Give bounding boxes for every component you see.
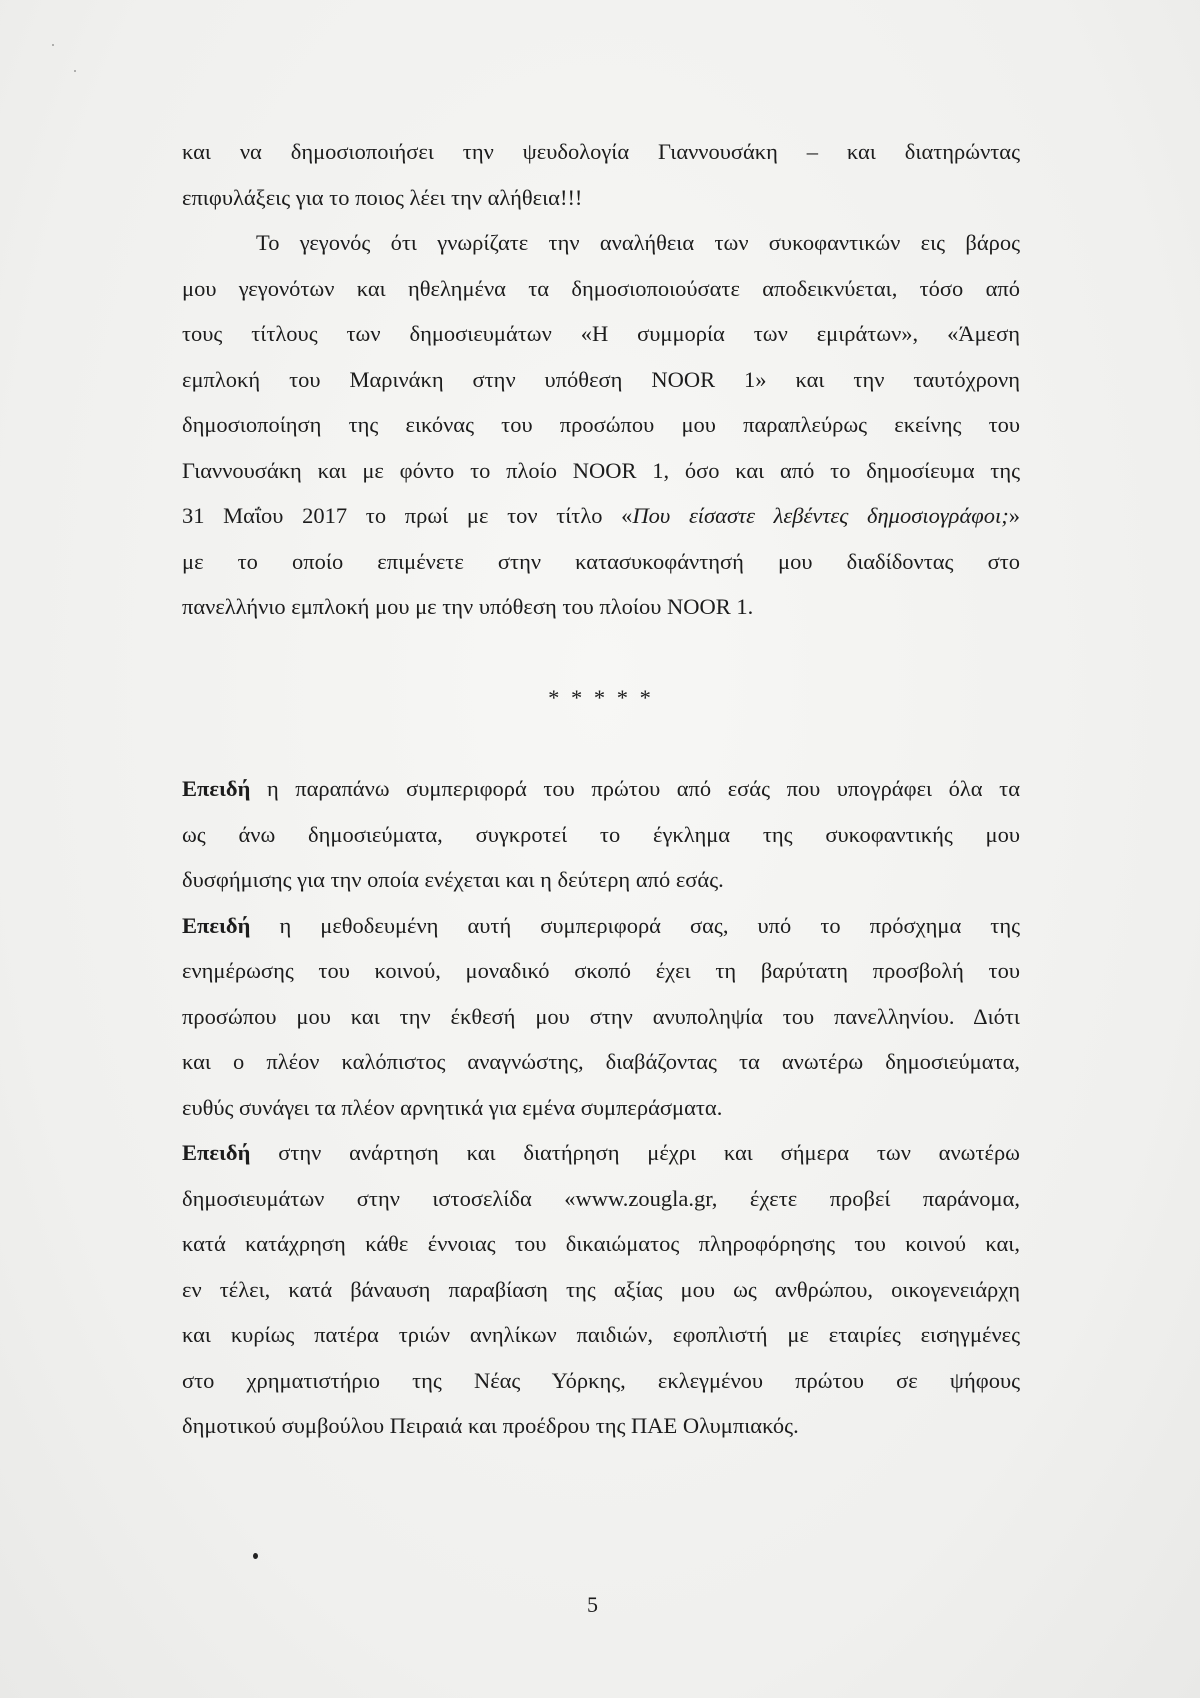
text-line: δημοτικού συμβούλου Πειραιά και προέδρου της ΠΑΕ Ολυμπιακός. [182,1413,799,1438]
text-line: δυσφήμισης για την οποία ενέχεται και η δεύτερη από εσάς. [182,867,724,892]
text-line: ευθύς συνάγει τα πλέον αρνητικά για εμένα συμπεράσματα. [182,1094,723,1120]
text-line-with-title [182,493,1020,539]
text-line: και να δημοσιοποιήσει την ψευδολογία Γιαννουσάκη – και διατηρώντας [182,139,1020,164]
scan-speck [74,70,76,72]
text-line: δημοσιευμάτων στην ιστοσελίδα «www.zougla.gr, έχετε προβεί παράνομα, [182,1185,1020,1211]
text-line: κατά κατάχρηση κάθε έννοιας του δικαιώματος πληροφόρησης του κοινού και, [182,1231,1020,1256]
text-segment: » [1008,503,1020,528]
text-segment: η μεθοδευμένη αυτή συμπεριφορά σας, υπό το πρόσχημα της [250,912,1020,938]
text-line [182,1130,1020,1176]
text-line [182,766,1020,812]
page-number: 5 [587,1592,598,1617]
text-line: εν τέλει, κατά βάναυση παραβίαση της αξίας μου ως ανθρώπου, οικογενειάρχη [182,1276,1020,1302]
text-line: ενημέρωσης του κοινού, μοναδικό σκοπό έχει τη βαρύτατη προσβολή του [182,958,1020,983]
scan-speck [52,44,54,46]
text-segment: η παραπάνω συμπεριφορά του πρώτου από εσάς που υπογράφει όλα τα [250,776,1020,801]
text-segment: στην ανάρτηση και διατήρηση μέχρι και σήμερα των ανωτέρω [250,1140,1020,1165]
text-line: με το οποίο επιμένετε στην κατασυκοφάντησή μου διαδίδοντας στο [182,548,1020,574]
section-separator: * * * * * [548,685,654,710]
text-line: επιφυλάξεις για το ποιος λέει την αλήθεια!!! [182,184,583,210]
text-line: πανελλήνιο εμπλοκή μου με την υπόθεση του πλοίου NOOR 1. [182,594,754,619]
ink-dot [253,1553,258,1559]
article-title: Που είσαστε λεβέντες δημοσιογράφοι; [632,503,1009,528]
text-line: προσώπου μου και την έκθεσή μου στην ανυποληψία του πανελληνίου. Διότι [182,1003,1020,1029]
text-segment: 31 Μαΐου 2017 το πρωί με τον τίτλο « [182,503,633,528]
text-line: και ο πλέον καλόπιστος αναγνώστης, διαβάζοντας τα ανωτέρω δημοσιεύματα, [182,1049,1020,1074]
text-line: εμπλοκή του Μαρινάκη στην υπόθεση NOOR 1» και την ταυτόχρονη [182,366,1020,392]
text-line: τους τίτλους των δημοσιευμάτων «Η συμμορία των εμιράτων», «Άμεση [182,321,1020,346]
text-line [182,903,1020,949]
text-line: Το γεγονός ότι γνωρίζατε την αναλήθεια των συκοφαντικών εις βάρος [256,230,1020,255]
document-body [182,129,1020,1449]
text-line: και κυρίως πατέρα τριών ανηλίκων παιδιών, εφοπλιστή με εταιρίες εισηγμένες [182,1322,1020,1347]
text-line: ως άνω δημοσιεύματα, συγκροτεί το έγκλημα της συκοφαντικής μου [182,821,1020,847]
text-line: μου γεγονότων και ηθελημένα τα δημοσιοποιούσατε αποδεικνύεται, τόσο από [182,275,1020,301]
lead-word: Επειδή [182,776,251,801]
text-line: στο χρηματιστήριο της Νέας Υόρκης, εκλεγμένου πρώτου σε ψήφους [182,1367,1020,1393]
text-line: Γιαννουσάκη και με φόντο το πλοίο NOOR 1, όσο και από το δημοσίευμα της [182,457,1020,483]
lead-word: Επειδή [182,1140,251,1165]
text-line: δημοσιοποίηση της εικόνας του προσώπου μου παραπλεύρως εκείνης του [182,412,1020,437]
lead-word: Επειδή [182,912,251,938]
